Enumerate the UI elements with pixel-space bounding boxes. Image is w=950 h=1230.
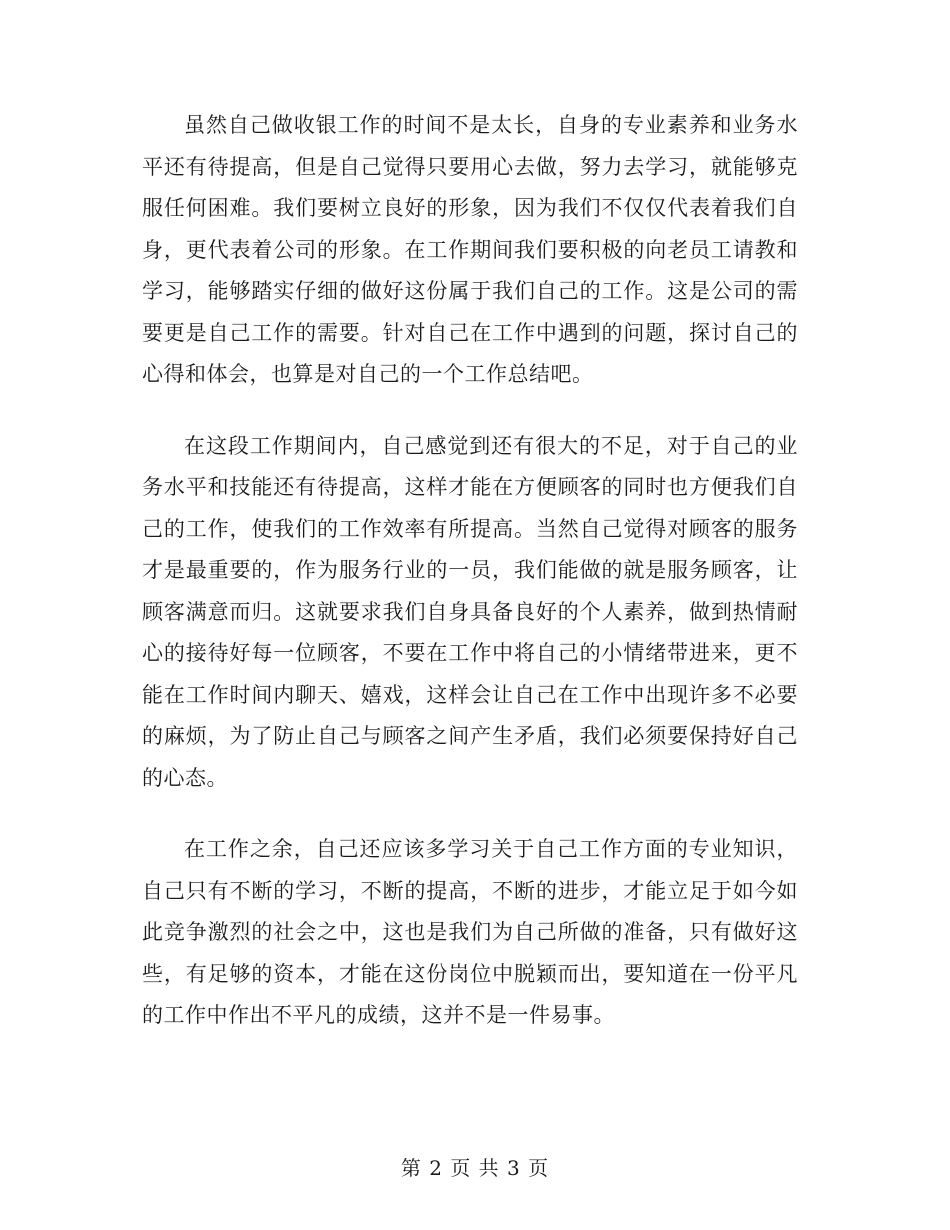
paragraph: 在工作之余，自己还应该多学习关于自己工作方面的专业知识，自己只有不断的学习，不断的提高，不断的进步，才能立足于如今如此竞争激烈的社会之中，这也是我们为自己所做的准备，只有做好这些，有足够的资本，才能在这份岗位中脱颖而出，要知道在一份平凡的工作中作出不平凡的成绩，这并不是一件易事。 bbox=[142, 837, 798, 1027]
page-number-label: 第 2 页 共 3 页 bbox=[400, 1156, 550, 1180]
paragraph: 虽然自己做收银工作的时间不是太长，自身的专业素养和业务水平还有待提高，但是自己觉得只要用心去做，努力去学习，就能够克服任何困难。我们要树立良好的形象，因为我们不仅仅代表着我们自身，更代表着公司的形象。在工作期间我们要积极的向老员工请教和学习，能够踏实仔细的做好这份属于我们自己的工作。这是公司的需要更是自己工作的需要。针对自己在工作中遇到的问题，探讨自己的心得和体会，也算是对自己的一个工作总结吧。 bbox=[142, 113, 798, 386]
paragraph: 在这段工作期间内，自己感觉到还有很大的不足，对于自己的业务水平和技能还有待提高，这样才能在方便顾客的同时也方便我们自己的工作，使我们的工作效率有所提高。当然自己觉得对顾客的服务才是最重要的，作为服务行业的一员，我们能做的就是服务顾客，让顾客满意而归。这就要求我们自身具备良好的个人素养，做到热情耐心的接待好每一位顾客，不要在工作中将自己的小情绪带进来，更不能在工作时间内聊天、嬉戏，这样会让自己在工作中出现许多不必要的麻烦，为了防止自己与顾客之间产生矛盾，我们必须要保持好自己的心态。 bbox=[142, 433, 798, 790]
page-footer bbox=[0, 1152, 950, 1181]
document-body bbox=[142, 105, 798, 1067]
